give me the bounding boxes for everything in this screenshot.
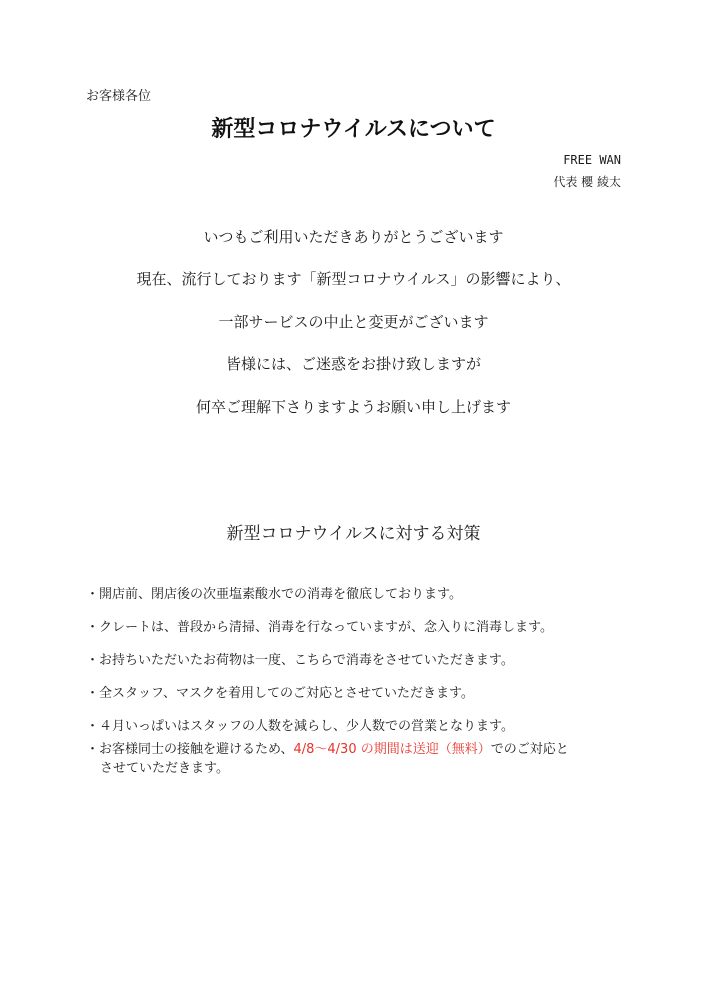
measure-item-pickup: [86, 740, 626, 778]
measure-item-mask: ・全スタッフ、マスクを着用してのご対応とさせていただきます。: [86, 686, 474, 701]
greeting-line-1: いつもご利用いただきありがとうございます: [203, 228, 504, 246]
pickup-text-after: でのご対応と: [490, 742, 569, 757]
measure-item-disinfection: ・開店前、閉店後の次亜塩素酸水での消毒を徹底しております。: [86, 587, 462, 602]
page-title: 新型コロナウイルスについて: [211, 117, 496, 142]
measure-item-crate: ・クレートは、普段から清掃、消毒を行なっていますが、念入りに消毒します。: [86, 620, 553, 635]
measure-item-luggage: ・お持ちいただいたお荷物は一度、こちらで消毒をさせていただきます。: [86, 653, 514, 668]
measures-title: 新型コロナウイルスに対する対策: [226, 524, 481, 544]
representative-name: 代表 櫻 綾太: [553, 175, 621, 189]
greeting-line-4: 皆様には、ご迷惑をお掛け致しますが: [225, 355, 481, 373]
measure-item-staff: ・４月いっぱいはスタッフの人数を減らし、少人数での営業となります。: [86, 719, 514, 734]
pickup-highlight: 4/8～4/30 の期間は送迎（無料）: [293, 742, 491, 757]
pickup-text-before: ・お客様同士の接触を避けるため、: [86, 742, 294, 757]
organization-name: FREE WAN: [563, 153, 621, 167]
greeting-line-5: 何卒ご理解下さりますようお願い申し上げます: [195, 398, 511, 416]
pickup-continuation: させていただきます。: [100, 761, 229, 776]
greeting-line-2: 現在、流行しております「新型コロナウイルス」の影響により、: [136, 270, 571, 288]
salutation: お客様各位: [86, 89, 152, 104]
greeting-line-3: 一部サービスの中止と変更がございます: [218, 313, 489, 331]
